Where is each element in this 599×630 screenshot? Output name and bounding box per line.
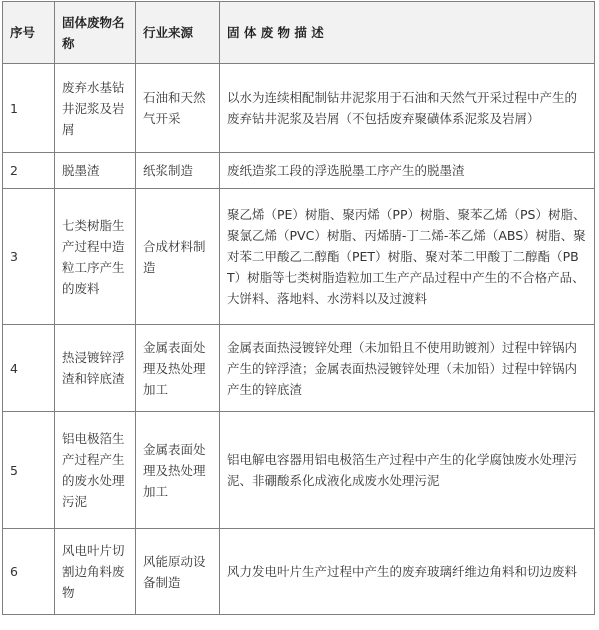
cell-number: 6 — [3, 529, 55, 615]
header-industry-source: 行业来源 — [136, 2, 220, 64]
table-container — [2, 1, 595, 615]
cell-description: 金属表面热浸镀锌处理（未加铅且不使用助镀剂）过程中锌锅内产生的锌浮渣；金属表面热浸镀锌处理（未加铅）过程中锌锅内产生的锌底渣 — [220, 325, 595, 412]
table-row — [3, 529, 595, 615]
cell-number: 4 — [3, 325, 55, 412]
header-number: 序号 — [3, 2, 55, 64]
cell-number: 5 — [3, 412, 55, 529]
header-waste-name: 固体废物名称 — [55, 2, 136, 64]
cell-industry-source: 金属表面处理及热处理加工 — [136, 412, 220, 529]
cell-waste-name: 风电叶片切割边角料废物 — [55, 529, 136, 615]
cell-waste-name: 铝电极箔生产过程产生的废水处理污泥 — [55, 412, 136, 529]
cell-industry-source: 风能原动设备制造 — [136, 529, 220, 615]
cell-industry-source: 金属表面处理及热处理加工 — [136, 325, 220, 412]
header-waste-description: 固 体 废 物 描 述 — [220, 2, 595, 64]
table-row — [3, 189, 595, 325]
cell-waste-name: 废弃水基钻井泥浆及岩屑 — [55, 64, 136, 153]
table-row — [3, 325, 595, 412]
cell-description: 风力发电叶片生产过程中产生的废弃玻璃纤维边角料和切边废料 — [220, 529, 595, 615]
cell-waste-name: 七类树脂生产过程中造粒工序产生的废料 — [55, 189, 136, 325]
cell-description: 废纸造浆工段的浮选脱墨工序产生的脱墨渣 — [220, 153, 595, 189]
cell-industry-source: 石油和天然气开采 — [136, 64, 220, 153]
cell-description: 以水为连续相配制钻井泥浆用于石油和天然气开采过程中产生的废弃钻井泥浆及岩屑（不包括废弃聚磺体系泥浆及岩屑） — [220, 64, 595, 153]
cell-waste-name: 脱墨渣 — [55, 153, 136, 189]
cell-industry-source: 纸浆制造 — [136, 153, 220, 189]
table-header-row — [3, 2, 595, 64]
table-row — [3, 412, 595, 529]
cell-number: 1 — [3, 64, 55, 153]
cell-industry-source: 合成材料制造 — [136, 189, 220, 325]
cell-description: 铝电解电容器用铝电极箔生产过程中产生的化学腐蚀废水处理污泥、非硼酸系化成液化成废水处理污泥 — [220, 412, 595, 529]
table-row — [3, 153, 595, 189]
table-row — [3, 64, 595, 153]
cell-number: 3 — [3, 189, 55, 325]
cell-number: 2 — [3, 153, 55, 189]
cell-waste-name: 热浸镀锌浮渣和锌底渣 — [55, 325, 136, 412]
solid-waste-table — [2, 1, 595, 615]
cell-description: 聚乙烯（PE）树脂、聚丙烯（PP）树脂、聚苯乙烯（PS）树脂、聚氯乙烯（PVC）树脂、丙烯腈-丁二烯-苯乙烯（ABS）树脂、聚对苯二甲酸乙二醇酯（PET）树脂、聚对苯二甲酸丁二醇酯（PBT）树脂等七类树脂造粒加工生产产品过程中产生的不合格产品、大饼料、落地料、水涝料以及过渡料 — [220, 189, 595, 325]
